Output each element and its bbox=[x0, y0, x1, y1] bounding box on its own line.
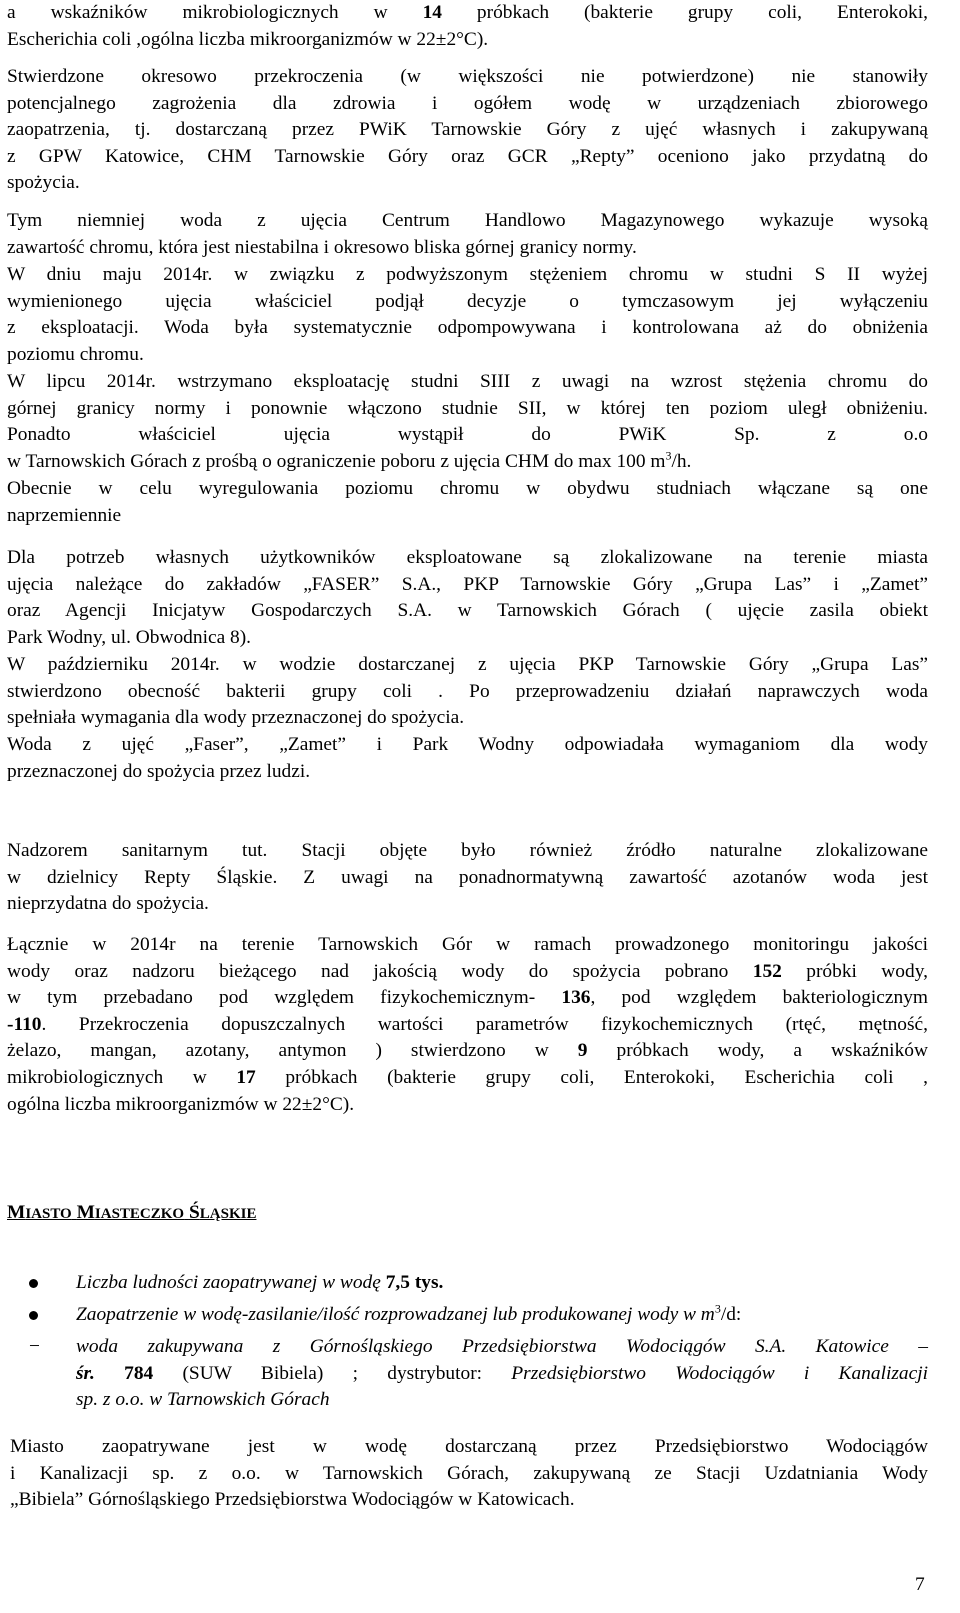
text-line: w Tarnowskich Górach z prośbą o ograniczenie poboru z ujęcia CHM do max 100 $m^3/h$. bbox=[7, 448, 692, 472]
text-line: w dzielnicy Repty Śląskie. Z uwagi na ponadnormatywną zawartość azotanów woda jest bbox=[7, 866, 928, 888]
text-line: przeznaczonej do spożycia przez ludzi. bbox=[7, 760, 311, 782]
text-line: poziomu chromu. bbox=[7, 343, 144, 365]
paragraph-p3 bbox=[7, 208, 928, 261]
text-line: nieprzydatna do spożycia. bbox=[7, 893, 209, 915]
text-line: Ponadto właściciel ujęcia wystąpił do PWiK Sp. z o.o bbox=[7, 424, 928, 446]
text-line: Woda z ujęć „Faser”, „Zamet” i Park Wodny odpowiadała wymaganiom dla wody bbox=[7, 734, 928, 755]
text-line: W dniu maju 2014r. w związku z podwyższonym stężeniem chromu w studni S II wyżej bbox=[7, 264, 928, 285]
text-line: stwierdzono obecność bakterii grupy coli . Po przeprowadzeniu działań naprawczych woda bbox=[7, 680, 928, 702]
text-line: zaopatrzenia, tj. dostarczaną przez PWiK Tarnowskie Góry z ujęć własnych i zakupywaną bbox=[7, 119, 928, 141]
text-line: spełniała wymagania dla wody przeznaczonej do spożycia. bbox=[7, 707, 465, 729]
text-line: spożycia. bbox=[7, 172, 80, 194]
text-line: Miasto zaopatrywane jest w wodę dostarczaną przez Przedsiębiorstwo Wodociągów bbox=[10, 1436, 928, 1457]
section-heading: MIASTO MIASTECZKO ŚLĄSKIE bbox=[7, 1202, 257, 1223]
text-line: ujęcia należące do zakładów „FASER” S.A., PKP Tarnowskie Góry „Grupa Las” i „Zamet” bbox=[7, 573, 928, 595]
paragraph-p8 bbox=[7, 652, 928, 732]
text-line: górnej granicy normy i ponownie włączono studnie SII, w której ten poziom uległ obniżeniu. bbox=[7, 397, 928, 419]
text-line: ogólna liczba mikroorganizmów w 22±2°C). bbox=[7, 1093, 355, 1115]
text-line: W lipcu 2014r. wstrzymano eksploatację studni SIII z uwagi na wzrost stężenia chromu do bbox=[7, 371, 928, 392]
text-line: a wskaźników mikrobiologicznych w 14 próbkach (bakterie grupy coli, Enterokoki, bbox=[7, 2, 928, 23]
text-line: woda zakupywana z Górnośląskiego Przedsiębiorstwa Wodociągów S.A. Katowice – bbox=[76, 1336, 928, 1357]
text-line: Stwierdzone okresowo przekroczenia (w większości nie potwierdzone) nie stanowiły bbox=[7, 66, 928, 87]
paragraph-p1 bbox=[7, 0, 928, 53]
bullet-icon bbox=[29, 1279, 38, 1288]
paragraph-p2 bbox=[7, 64, 928, 197]
paragraph-p12 bbox=[10, 1434, 928, 1514]
text-line: „Bibiela” Górnośląskiego Przedsiębiorstwa Wodociągów w Katowicach. bbox=[10, 1489, 575, 1511]
text-line: Tym niemniej woda z ujęcia Centrum Handlowo Magazynowego wykazuje wysoką bbox=[7, 210, 928, 231]
paragraph-p11 bbox=[7, 932, 928, 1118]
text-line: mikrobiologicznych w 17 próbkach (bakterie grupy coli, Enterokoki, Escherichia coli , bbox=[7, 1066, 928, 1088]
text-line: i Kanalizacji sp. z o.o. w Tarnowskich Górach, zakupywaną ze Stacji Uzdatniania Wody bbox=[10, 1462, 928, 1484]
paragraph-p6 bbox=[7, 476, 928, 529]
text-line: śr. 784 (SUW Bibiela) ; dystrybutor: Przedsiębiorstwo Wodociągów i Kanalizacji bbox=[76, 1362, 928, 1384]
list-item: Zaopatrzenie w wodę-zasilanie/ilość rozprowadzanej lub produkowanej wody w $m^3/d$: bbox=[76, 1301, 742, 1325]
page-number: 7 bbox=[915, 1574, 925, 1595]
text-line: Dla potrzeb własnych użytkowników eksploatowane są zlokalizowane na terenie miasta bbox=[7, 547, 928, 568]
text-line: Obecnie w celu wyregulowania poziomu chromu w obydwu studniach włączane są one bbox=[7, 478, 928, 499]
paragraph-p4 bbox=[7, 262, 928, 368]
text-line: żelazo, mangan, azotany, antymon ) stwierdzono w 9 próbkach wody, a wskaźników bbox=[7, 1040, 928, 1062]
text-line: W październiku 2014r. w wodzie dostarczanej z ujęcia PKP Tarnowskie Góry „Grupa Las” bbox=[7, 654, 928, 675]
text-line: z GPW Katowice, CHM Tarnowskie Góry oraz GCR „Repty” oceniono jako przydatną do bbox=[7, 145, 928, 167]
text-line: Nadzorem sanitarnym tut. Stacji objęte było również źródło naturalne zlokalizowane bbox=[7, 840, 928, 861]
text-line: zawartość chromu, która jest niestabilna i okresowo bliska górnej granicy normy. bbox=[7, 236, 637, 258]
paragraph-p7 bbox=[7, 545, 928, 651]
text-line: Łącznie w 2014r na terenie Tarnowskich Gór w ramach prowadzonego monitoringu jakości bbox=[7, 934, 928, 955]
text-line: Park Wodny, ul. Obwodnica 8). bbox=[7, 626, 252, 648]
text-line: potencjalnego zagrożenia dla zdrowia i ogółem wodę w urządzeniach zbiorowego bbox=[7, 92, 928, 114]
text-line: sp. z o.o. w Tarnowskich Górach bbox=[76, 1389, 330, 1411]
text-line: oraz Agencji Inicjatyw Gospodarczych S.A. w Tarnowskich Górach ( ujęcie zasila obiekt bbox=[7, 600, 928, 622]
text-line: z eksploatacji. Woda była systematycznie odpompowywana i kontrolowana aż do obniżenia bbox=[7, 317, 928, 339]
text-line: wymienionego ujęcia właściciel podjął decyzje o tymczasowym jej wyłączeniu bbox=[7, 290, 928, 312]
bullet-icon bbox=[29, 1311, 38, 1320]
text-line: Escherichia coli ,ogólna liczba mikroorganizmów w 22±2°C). bbox=[7, 28, 489, 50]
list-item bbox=[76, 1334, 928, 1414]
text-line: w tym przebadano pod względem fizykochemicznym- 136, pod względem bakteriologicznym bbox=[7, 987, 928, 1009]
paragraph-p9 bbox=[7, 732, 928, 785]
dash-icon: − bbox=[29, 1336, 40, 1357]
paragraph-p10 bbox=[7, 838, 928, 918]
text-line: -110. Przekroczenia dopuszczalnych wartości parametrów fizykochemicznych (rtęć, mętność, bbox=[7, 1013, 928, 1035]
list-item: Liczba ludności zaopatrywanej w wodę 7,5 tys. bbox=[76, 1272, 444, 1293]
paragraph-p5 bbox=[7, 369, 928, 475]
text-line: wody oraz nadzoru bieżącego nad jakością wody do spożycia pobrano 152 próbki wody, bbox=[7, 960, 928, 982]
text-line: naprzemiennie bbox=[7, 504, 122, 526]
